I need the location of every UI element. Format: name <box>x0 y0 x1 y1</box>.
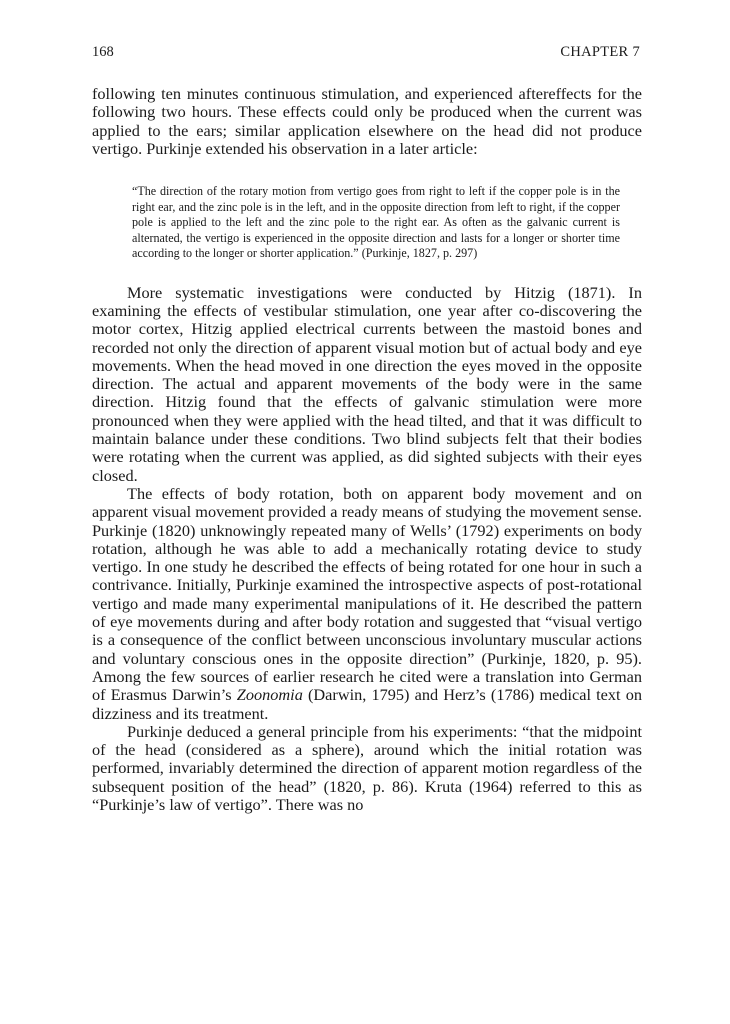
paragraph-body-rotation <box>92 485 642 723</box>
paragraph-purkinje-law: Purkinje deduced a general principle from his experiments: “that the midpoint of the head (considered as a sphere), around which the initial rotation was performed, invariably determined the direction of apparent motion regardless of the subsequent position of the head” (1820, p. 86). Kruta (1964) referred to this as “Purkinje’s law of vertigo”. There was no <box>92 721 642 814</box>
paragraph-body-rotation-text-b: (Darwin, 1795) and Herz’s (1786) medical text on dizziness and its treatment. <box>92 685 643 723</box>
page-number: 168 <box>92 44 114 60</box>
book-title-zoonomia: Zoonomia <box>236 685 303 705</box>
block-quote: “The direction of the rotary motion from vertigo goes from right to left if the copper pole is in the right ear, and the zinc pole is in the left, and in the opposite direction from left to right, if the copper pole is applied to the left and the zinc pole to the right ear. As often as the galvanic current is alternated, the vertigo is experienced in the opposite direction and lasts for a longer or shorter time according to the longer or shorter application.” (Purkinje, 1827, p. 297) <box>132 184 620 261</box>
page-body <box>92 85 642 814</box>
paragraph-body-rotation-text-a: The effects of body rotation, both on apparent body movement and on apparent visual movement provided a ready means of studying the movement sense. Purkinje (1820) unknowingly repeated many of Wells’ (1792) experiments on body rotation, although he was able to add a mechanically rotating device to study vertigo. In one study he described the effects of being rotated for one hour in such a contrivance. Initially, Purkinje examined the introspective aspects of post-rotational vertigo and made many experimental manipulations of it. He described the pattern of eye movements during and after body rotation and suggested that “visual vertigo is a consequence of the conflict between unconscious involuntary muscular actions and voluntary conscious ones in the opposite direction” (Purkinje, 1820, p. 95). Among the few sources of earlier research he cited were a translation into German of Erasmus Darwin’s <box>92 483 642 705</box>
chapter-title: CHAPTER 7 <box>560 44 640 60</box>
running-head <box>92 44 640 64</box>
paragraph-hitzig: More systematic investigations were conducted by Hitzig (1871). In examining the effects of vestibular stimulation, one year after co-discovering the motor cortex, Hitzig applied electrical currents between the mastoid bones and recorded not only the direction of apparent visual motion but of actual body and eye movements. When the head moved in one direction the eyes moved in the opposite direction. The actual and apparent movements of the body were in the same direction. Hitzig found that the effects of galvanic stimulation were more pronounced when they were applied with the head tilted, and that it was difficult to maintain balance under these conditions. Two blind subjects felt that their bodies were rotating when the current was applied, as did sighted subjects with their eyes closed. <box>92 282 642 485</box>
paragraph-continuation: following ten minutes continuous stimulation, and experienced aftereffects for the following two hours. These effects could only be produced when the current was applied to the ears; similar application elsewhere on the head did not produce vertigo. Purkinje extended his observation in a later article: <box>92 84 642 158</box>
